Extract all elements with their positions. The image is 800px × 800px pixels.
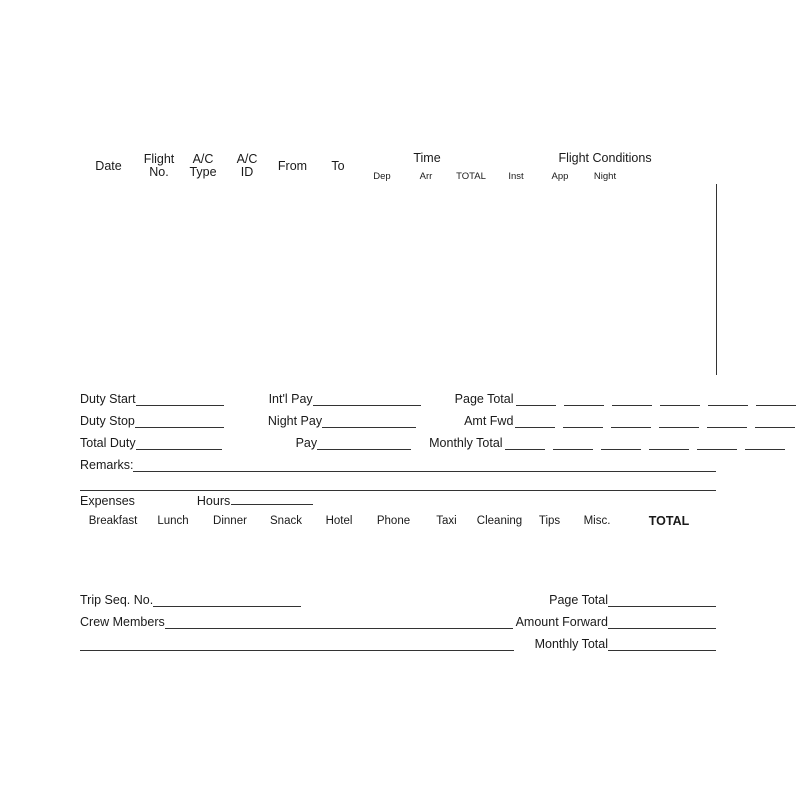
hours-field[interactable] xyxy=(231,491,313,505)
flight-log-cell[interactable] xyxy=(225,205,269,226)
duty-stop-field[interactable] xyxy=(135,414,224,428)
flight-log-cell[interactable] xyxy=(360,310,404,331)
exp-col-lunch: Lunch xyxy=(157,515,189,527)
flight-log-cell[interactable] xyxy=(404,289,448,310)
monthly-total-segments xyxy=(505,437,785,450)
flight-log-cell[interactable] xyxy=(494,331,538,352)
flight-log-cell[interactable] xyxy=(316,352,360,375)
flight-log-cell[interactable] xyxy=(80,268,137,289)
summary-row-1 xyxy=(80,384,716,406)
flight-log-cell[interactable] xyxy=(448,289,494,310)
flight-log-cell[interactable] xyxy=(448,310,494,331)
flight-log-cell[interactable] xyxy=(225,331,269,352)
flight-log-cell[interactable] xyxy=(494,310,538,331)
duty-start-field[interactable] xyxy=(136,392,224,406)
flight-log-cell[interactable] xyxy=(225,184,269,205)
flight-log-cell[interactable] xyxy=(316,268,360,289)
monthly-total-label: Monthly Total xyxy=(429,436,503,450)
flight-log-cell[interactable] xyxy=(360,331,404,352)
flight-log-cell[interactable] xyxy=(80,205,137,226)
col-header-ac-type: A/C Type xyxy=(189,152,217,179)
col-header-flight-no: Flight No. xyxy=(143,152,175,179)
remarks-field[interactable] xyxy=(133,458,716,472)
flight-log-cell[interactable] xyxy=(494,226,538,247)
flight-log-row xyxy=(80,352,716,375)
flight-log-cell[interactable] xyxy=(360,226,404,247)
flight-log-cell[interactable] xyxy=(181,247,225,268)
expense-cell[interactable] xyxy=(366,551,421,575)
exp-col-breakfast: Breakfast xyxy=(88,515,138,527)
flight-log-row xyxy=(80,226,716,247)
flight-log-cell[interactable] xyxy=(404,184,448,205)
flight-log-cell[interactable] xyxy=(448,352,494,375)
monthly-total-seg-1[interactable] xyxy=(505,436,545,450)
page-total-seg-4[interactable] xyxy=(660,392,700,406)
crew-members-field-line2[interactable] xyxy=(80,637,514,651)
flight-log-cell[interactable] xyxy=(404,331,448,352)
flight-log-cell[interactable] xyxy=(404,226,448,247)
amt-fwd-seg-1[interactable] xyxy=(515,414,555,428)
flight-log-cell[interactable] xyxy=(582,205,628,226)
exp-col-dinner: Dinner xyxy=(213,515,247,527)
flight-log-cell[interactable] xyxy=(672,268,716,289)
flight-log-cell[interactable] xyxy=(269,310,316,331)
col-header-extra-2 xyxy=(672,168,716,184)
exp-col-snack: Snack xyxy=(270,515,302,527)
flight-log-cell[interactable] xyxy=(448,268,494,289)
col-header-from: From xyxy=(277,158,308,173)
flight-log-cell[interactable] xyxy=(80,310,137,331)
expense-cell[interactable] xyxy=(622,551,716,575)
flight-log-cell[interactable] xyxy=(225,226,269,247)
flight-log-cell[interactable] xyxy=(582,331,628,352)
amt-fwd-seg-2[interactable] xyxy=(563,414,603,428)
exp-col-total: TOTAL xyxy=(648,514,690,528)
flight-log-cell[interactable] xyxy=(225,247,269,268)
flight-log-row xyxy=(80,205,716,226)
flight-log-cell[interactable] xyxy=(404,268,448,289)
expense-row xyxy=(80,551,716,575)
expense-cell[interactable] xyxy=(146,551,200,575)
expense-cell[interactable] xyxy=(527,551,572,575)
exp-col-cleaning: Cleaning xyxy=(476,515,523,527)
flight-log-cell[interactable] xyxy=(582,268,628,289)
expense-cell[interactable] xyxy=(312,551,366,575)
flight-log-cell[interactable] xyxy=(538,226,582,247)
flight-log-cell[interactable] xyxy=(269,184,316,205)
night-pay-field[interactable] xyxy=(322,414,416,428)
col-header-cond-inst: Inst xyxy=(508,170,524,182)
flight-log-cell[interactable] xyxy=(628,205,672,226)
exp-col-phone: Phone xyxy=(376,515,411,527)
flight-log-cell[interactable] xyxy=(628,310,672,331)
expense-cell[interactable] xyxy=(366,530,421,551)
flight-log-cell[interactable] xyxy=(494,289,538,310)
expense-cell[interactable] xyxy=(572,551,622,575)
flight-table-group-header-row xyxy=(80,148,716,168)
flight-log-cell[interactable] xyxy=(269,205,316,226)
flight-log-cell[interactable] xyxy=(628,184,672,205)
footer-row-3 xyxy=(80,629,716,651)
flight-log-cell[interactable] xyxy=(404,310,448,331)
crew-members-field[interactable] xyxy=(165,615,513,629)
flight-log-cell[interactable] xyxy=(672,205,716,226)
remarks-row xyxy=(80,450,716,472)
flight-log-cell[interactable] xyxy=(316,331,360,352)
flight-log-cell[interactable] xyxy=(316,184,360,205)
flight-log-cell[interactable] xyxy=(360,205,404,226)
amt-fwd-seg-3[interactable] xyxy=(611,414,651,428)
exp-col-tips: Tips xyxy=(538,515,561,527)
expense-cell[interactable] xyxy=(260,551,312,575)
flight-log-cell[interactable] xyxy=(269,226,316,247)
flight-log-cell[interactable] xyxy=(269,352,316,375)
footer-page-total-label: Page Total xyxy=(549,593,608,607)
flight-log-cell[interactable] xyxy=(582,289,628,310)
flight-log-cell[interactable] xyxy=(360,184,404,205)
flight-log-cell[interactable] xyxy=(582,247,628,268)
flight-log-cell[interactable] xyxy=(137,268,181,289)
flight-log-cell[interactable] xyxy=(181,331,225,352)
expense-cell[interactable] xyxy=(421,530,472,551)
flight-log-cell[interactable] xyxy=(225,310,269,331)
page-total-seg-5[interactable] xyxy=(708,392,748,406)
flight-log-cell[interactable] xyxy=(225,352,269,375)
footer-amount-forward-label: Amount Forward xyxy=(515,615,608,629)
monthly-total-seg-4[interactable] xyxy=(649,436,689,450)
flight-log-cell[interactable] xyxy=(269,331,316,352)
flight-log-cell[interactable] xyxy=(80,226,137,247)
flight-log-row xyxy=(80,310,716,331)
flight-log-row xyxy=(80,184,716,205)
flight-log-cell[interactable] xyxy=(137,352,181,375)
col-header-ac-id: A/C ID xyxy=(236,152,258,179)
flight-log-cell[interactable] xyxy=(137,226,181,247)
flight-log-cell[interactable] xyxy=(225,289,269,310)
flight-log-cell[interactable] xyxy=(494,205,538,226)
flight-log-cell[interactable] xyxy=(494,247,538,268)
flight-log-cell[interactable] xyxy=(628,289,672,310)
flight-log-cell[interactable] xyxy=(181,352,225,375)
col-header-to: To xyxy=(331,158,345,173)
flight-log-cell[interactable] xyxy=(672,184,716,205)
night-pay-label: Night Pay xyxy=(267,414,323,428)
amt-fwd-segments xyxy=(515,415,795,428)
flight-log-cell[interactable] xyxy=(137,247,181,268)
flight-log-cell[interactable] xyxy=(538,184,582,205)
flight-log-cell[interactable] xyxy=(494,352,538,375)
flight-log-cell[interactable] xyxy=(181,289,225,310)
monthly-total-seg-5[interactable] xyxy=(697,436,737,450)
remarks-label: Remarks: xyxy=(80,458,134,472)
flight-log-cell[interactable] xyxy=(404,247,448,268)
flight-log-cell[interactable] xyxy=(181,310,225,331)
flight-log-cell[interactable] xyxy=(181,184,225,205)
flight-log-cell[interactable] xyxy=(80,289,137,310)
pay-label: Pay xyxy=(295,436,318,450)
flight-log-row xyxy=(80,331,716,352)
flight-log-cell[interactable] xyxy=(628,331,672,352)
expense-cell[interactable] xyxy=(260,530,312,551)
expense-cell[interactable] xyxy=(472,530,527,551)
monthly-total-seg-3[interactable] xyxy=(601,436,641,450)
flight-log-cell[interactable] xyxy=(404,352,448,375)
expenses-label: Expenses xyxy=(80,494,135,508)
amt-fwd-seg-6[interactable] xyxy=(755,414,795,428)
flight-log-cell[interactable] xyxy=(448,205,494,226)
expenses-header xyxy=(80,491,716,512)
flight-log-cell[interactable] xyxy=(672,352,716,375)
monthly-total-seg-6[interactable] xyxy=(745,436,785,450)
summary-row-3 xyxy=(80,428,716,450)
flight-log-cell[interactable] xyxy=(672,226,716,247)
flight-log-cell[interactable] xyxy=(269,268,316,289)
flight-log-cell[interactable] xyxy=(181,268,225,289)
flight-log-cell[interactable] xyxy=(582,226,628,247)
hours-label: Hours xyxy=(196,494,231,508)
flight-log-cell[interactable] xyxy=(137,184,181,205)
footer-row-1 xyxy=(80,585,716,607)
logbook-sheet xyxy=(80,148,716,651)
col-group-header-flight-conditions: Flight Conditions xyxy=(558,150,652,165)
flight-log-cell[interactable] xyxy=(628,226,672,247)
flight-log-cell[interactable] xyxy=(448,247,494,268)
flight-log-cell[interactable] xyxy=(582,352,628,375)
flight-log-cell[interactable] xyxy=(80,352,137,375)
flight-log-cell[interactable] xyxy=(137,331,181,352)
flight-log-cell[interactable] xyxy=(538,352,582,375)
flight-log-cell[interactable] xyxy=(628,352,672,375)
trip-seq-field[interactable] xyxy=(153,593,301,607)
flight-log-cell[interactable] xyxy=(316,247,360,268)
flight-log-cell[interactable] xyxy=(137,289,181,310)
pay-field[interactable] xyxy=(317,436,411,450)
expense-cell[interactable] xyxy=(200,530,260,551)
expense-cell[interactable] xyxy=(472,551,527,575)
expense-cell[interactable] xyxy=(146,530,200,551)
flight-log-cell[interactable] xyxy=(538,247,582,268)
page-total-label: Page Total xyxy=(454,392,514,406)
exp-col-misc: Misc. xyxy=(583,515,611,527)
flight-log-cell[interactable] xyxy=(181,205,225,226)
col-header-time-arr: Arr xyxy=(419,170,433,182)
flight-log-cell[interactable] xyxy=(80,331,137,352)
footer-block xyxy=(80,575,716,651)
flight-log-cell[interactable] xyxy=(181,226,225,247)
expense-cell[interactable] xyxy=(527,530,572,551)
flight-log-cell[interactable] xyxy=(269,247,316,268)
duty-start-label: Duty Start xyxy=(80,392,136,406)
flight-log-cell[interactable] xyxy=(628,268,672,289)
flight-log-cell[interactable] xyxy=(80,247,137,268)
flight-log-cell[interactable] xyxy=(628,247,672,268)
flight-log-cell[interactable] xyxy=(672,310,716,331)
total-duty-label: Total Duty xyxy=(80,436,136,450)
flight-log-cell[interactable] xyxy=(448,331,494,352)
expense-cell[interactable] xyxy=(572,530,622,551)
expense-cell[interactable] xyxy=(80,530,146,551)
page-total-seg-2[interactable] xyxy=(564,392,604,406)
amt-fwd-label: Amt Fwd xyxy=(464,414,514,428)
flight-log-cell[interactable] xyxy=(538,289,582,310)
expense-row xyxy=(80,530,716,551)
flight-log-cell[interactable] xyxy=(137,310,181,331)
flight-log-cell[interactable] xyxy=(672,331,716,352)
flight-log-cell[interactable] xyxy=(448,184,494,205)
col-group-header-time: Time xyxy=(413,150,441,165)
summary-block xyxy=(80,375,716,472)
flight-log-cell[interactable] xyxy=(225,268,269,289)
flight-log-cell[interactable] xyxy=(360,268,404,289)
flight-log-cell[interactable] xyxy=(582,184,628,205)
flight-log-cell[interactable] xyxy=(538,310,582,331)
flight-log-cell[interactable] xyxy=(494,268,538,289)
flight-log-cell[interactable] xyxy=(494,184,538,205)
col-header-extra-1 xyxy=(628,168,672,184)
page-total-seg-1[interactable] xyxy=(516,392,556,406)
exp-col-taxi: Taxi xyxy=(436,515,457,527)
footer-page-total-field[interactable] xyxy=(608,593,716,607)
monthly-total-seg-2[interactable] xyxy=(553,436,593,450)
expense-cell[interactable] xyxy=(80,551,146,575)
flight-log-cell[interactable] xyxy=(316,310,360,331)
expense-cell[interactable] xyxy=(622,530,716,551)
footer-amount-forward-field[interactable] xyxy=(608,615,716,629)
col-header-cond-app: App xyxy=(551,170,569,182)
flight-log-row xyxy=(80,247,716,268)
flight-log-cell[interactable] xyxy=(316,205,360,226)
flight-log-row xyxy=(80,268,716,289)
flight-log-cell[interactable] xyxy=(316,226,360,247)
flight-log-row xyxy=(80,289,716,310)
amt-fwd-seg-5[interactable] xyxy=(707,414,747,428)
footer-row-2 xyxy=(80,607,716,629)
flight-log-cell[interactable] xyxy=(538,331,582,352)
footer-monthly-total-label: Monthly Total xyxy=(534,637,608,651)
page-total-seg-3[interactable] xyxy=(612,392,652,406)
flight-log-table xyxy=(80,148,717,375)
intl-pay-field[interactable] xyxy=(313,392,421,406)
expense-cell[interactable] xyxy=(421,551,472,575)
flight-log-cell[interactable] xyxy=(538,205,582,226)
page-total-seg-6[interactable] xyxy=(756,392,796,406)
flight-log-cell[interactable] xyxy=(137,205,181,226)
col-header-date: Date xyxy=(95,158,122,173)
flight-log-cell[interactable] xyxy=(404,205,448,226)
flight-log-cell[interactable] xyxy=(672,289,716,310)
trip-seq-label: Trip Seq. No. xyxy=(80,593,154,607)
flight-log-cell[interactable] xyxy=(582,310,628,331)
flight-log-cell[interactable] xyxy=(316,289,360,310)
expense-cell[interactable] xyxy=(312,530,366,551)
duty-stop-label: Duty Stop xyxy=(80,414,135,428)
flight-log-cell[interactable] xyxy=(269,289,316,310)
expenses-header-row xyxy=(80,512,716,530)
summary-row-2 xyxy=(80,406,716,428)
expenses-table xyxy=(80,512,716,575)
flight-log-cell[interactable] xyxy=(80,184,137,205)
crew-members-label: Crew Members xyxy=(80,615,165,629)
total-duty-field[interactable] xyxy=(136,436,222,450)
col-header-cond-night: Night xyxy=(593,170,617,182)
footer-monthly-total-field[interactable] xyxy=(608,637,716,651)
col-header-time-dep: Dep xyxy=(373,170,391,182)
amt-fwd-seg-4[interactable] xyxy=(659,414,699,428)
exp-col-hotel: Hotel xyxy=(325,515,353,527)
flight-log-cell[interactable] xyxy=(360,352,404,375)
flight-log-cell[interactable] xyxy=(360,247,404,268)
page-total-segments xyxy=(516,393,796,406)
expense-cell[interactable] xyxy=(200,551,260,575)
flight-log-cell[interactable] xyxy=(360,289,404,310)
flight-log-cell[interactable] xyxy=(448,226,494,247)
intl-pay-label: Int'l Pay xyxy=(268,392,313,406)
flight-log-cell[interactable] xyxy=(672,247,716,268)
flight-log-cell[interactable] xyxy=(538,268,582,289)
col-header-time-total: TOTAL xyxy=(456,170,486,182)
